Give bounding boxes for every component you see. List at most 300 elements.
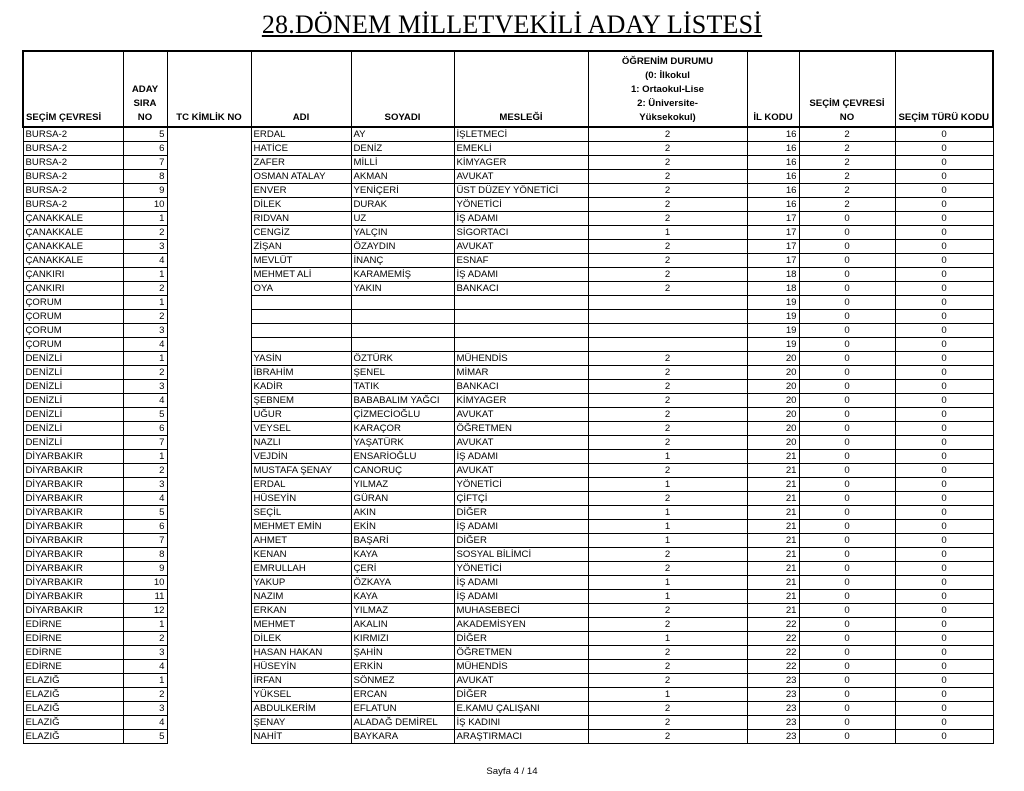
cell-secim-cevresi-no: 0 bbox=[799, 548, 895, 562]
cell-tc-kimlik-no bbox=[167, 632, 251, 646]
cell-meslegi: MİMAR bbox=[454, 366, 588, 380]
table-row bbox=[23, 408, 993, 422]
cell-secim-turu-kodu: 0 bbox=[895, 408, 993, 422]
cell-secim-cevresi: DİYARBAKIR bbox=[23, 450, 123, 464]
cell-secim-cevresi: BURSA-2 bbox=[23, 127, 123, 142]
cell-meslegi: YÖNETİCİ bbox=[454, 198, 588, 212]
cell-sira-no: 5 bbox=[123, 730, 167, 744]
cell-adi: VEYSEL bbox=[251, 422, 351, 436]
table-body bbox=[23, 127, 993, 744]
table-row bbox=[23, 534, 993, 548]
cell-meslegi: AVUKAT bbox=[454, 436, 588, 450]
cell-soyadi: YAKIN bbox=[351, 282, 454, 296]
cell-ogrenim: 2 bbox=[588, 352, 747, 366]
cell-tc-kimlik-no bbox=[167, 127, 251, 142]
cell-meslegi: BANKACI bbox=[454, 282, 588, 296]
cell-ogrenim: 1 bbox=[588, 688, 747, 702]
cell-secim-cevresi-no: 0 bbox=[799, 716, 895, 730]
cell-secim-cevresi-no: 2 bbox=[799, 156, 895, 170]
table-row bbox=[23, 688, 993, 702]
cell-secim-turu-kodu: 0 bbox=[895, 170, 993, 184]
cell-secim-cevresi-no: 0 bbox=[799, 674, 895, 688]
cell-secim-cevresi: DENİZLİ bbox=[23, 352, 123, 366]
cell-soyadi: DURAK bbox=[351, 198, 454, 212]
cell-meslegi: YÖNETİCİ bbox=[454, 478, 588, 492]
cell-secim-turu-kodu: 0 bbox=[895, 226, 993, 240]
cell-ogrenim: 2 bbox=[588, 254, 747, 268]
cell-ogrenim: 2 bbox=[588, 422, 747, 436]
cell-soyadi: DENİZ bbox=[351, 142, 454, 156]
cell-il-kodu: 21 bbox=[747, 548, 799, 562]
table-row bbox=[23, 198, 993, 212]
cell-meslegi bbox=[454, 324, 588, 338]
cell-meslegi: İŞ KADINI bbox=[454, 716, 588, 730]
cell-soyadi: SÖNMEZ bbox=[351, 674, 454, 688]
cell-secim-turu-kodu: 0 bbox=[895, 492, 993, 506]
cell-secim-cevresi: ÇORUM bbox=[23, 296, 123, 310]
cell-tc-kimlik-no bbox=[167, 156, 251, 170]
cell-adi: AHMET bbox=[251, 534, 351, 548]
cell-meslegi: E.KAMU ÇALIŞANI bbox=[454, 702, 588, 716]
cell-adi: OYA bbox=[251, 282, 351, 296]
cell-sira-no: 6 bbox=[123, 422, 167, 436]
cell-secim-turu-kodu: 0 bbox=[895, 338, 993, 352]
cell-il-kodu: 20 bbox=[747, 394, 799, 408]
cell-il-kodu: 20 bbox=[747, 422, 799, 436]
table-row bbox=[23, 660, 993, 674]
cell-adi: SEÇİL bbox=[251, 506, 351, 520]
cell-adi: MUSTAFA ŞENAY bbox=[251, 464, 351, 478]
cell-ogrenim: 2 bbox=[588, 212, 747, 226]
cell-ogrenim: 2 bbox=[588, 618, 747, 632]
cell-secim-cevresi: BURSA-2 bbox=[23, 184, 123, 198]
cell-tc-kimlik-no bbox=[167, 660, 251, 674]
cell-soyadi: ÖZAYDIN bbox=[351, 240, 454, 254]
header-adi: ADI bbox=[251, 51, 351, 127]
cell-il-kodu: 16 bbox=[747, 198, 799, 212]
cell-meslegi: KİMYAGER bbox=[454, 156, 588, 170]
cell-adi: RIDVAN bbox=[251, 212, 351, 226]
cell-secim-turu-kodu: 0 bbox=[895, 520, 993, 534]
cell-ogrenim: 2 bbox=[588, 366, 747, 380]
cell-soyadi: EKİN bbox=[351, 520, 454, 534]
cell-tc-kimlik-no bbox=[167, 534, 251, 548]
cell-sira-no: 7 bbox=[123, 156, 167, 170]
cell-il-kodu: 17 bbox=[747, 212, 799, 226]
cell-meslegi: EMEKLİ bbox=[454, 142, 588, 156]
cell-ogrenim: 2 bbox=[588, 436, 747, 450]
cell-ogrenim: 1 bbox=[588, 576, 747, 590]
cell-il-kodu: 21 bbox=[747, 450, 799, 464]
cell-secim-cevresi: DENİZLİ bbox=[23, 380, 123, 394]
cell-ogrenim: 1 bbox=[588, 478, 747, 492]
cell-soyadi bbox=[351, 310, 454, 324]
cell-secim-cevresi: DENİZLİ bbox=[23, 436, 123, 450]
cell-sira-no: 1 bbox=[123, 296, 167, 310]
cell-meslegi: MÜHENDİS bbox=[454, 352, 588, 366]
cell-secim-cevresi: BURSA-2 bbox=[23, 156, 123, 170]
table-row bbox=[23, 478, 993, 492]
cell-secim-turu-kodu: 0 bbox=[895, 548, 993, 562]
cell-secim-turu-kodu: 0 bbox=[895, 156, 993, 170]
header-soyadi: SOYADI bbox=[351, 51, 454, 127]
page-footer: Sayfa 4 / 14 bbox=[486, 766, 538, 777]
cell-secim-cevresi: ÇANAKKALE bbox=[23, 212, 123, 226]
cell-il-kodu: 21 bbox=[747, 576, 799, 590]
cell-sira-no: 9 bbox=[123, 184, 167, 198]
cell-tc-kimlik-no bbox=[167, 212, 251, 226]
cell-il-kodu: 20 bbox=[747, 436, 799, 450]
cell-il-kodu: 23 bbox=[747, 702, 799, 716]
cell-tc-kimlik-no bbox=[167, 688, 251, 702]
cell-sira-no: 3 bbox=[123, 478, 167, 492]
page-title: 28.DÖNEM MİLLETVEKİLİ ADAY LİSTESİ bbox=[261, 10, 763, 39]
cell-tc-kimlik-no bbox=[167, 268, 251, 282]
header-ogrenim-line-4: 2: Üniversite- bbox=[637, 98, 698, 109]
cell-il-kodu: 16 bbox=[747, 170, 799, 184]
table-row bbox=[23, 646, 993, 660]
cell-ogrenim: 2 bbox=[588, 660, 747, 674]
table-row bbox=[23, 450, 993, 464]
candidate-table bbox=[22, 50, 994, 744]
cell-il-kodu: 22 bbox=[747, 632, 799, 646]
cell-soyadi: YILMAZ bbox=[351, 604, 454, 618]
cell-secim-cevresi: DİYARBAKIR bbox=[23, 534, 123, 548]
cell-secim-turu-kodu: 0 bbox=[895, 450, 993, 464]
cell-tc-kimlik-no bbox=[167, 310, 251, 324]
cell-secim-cevresi-no: 0 bbox=[799, 520, 895, 534]
cell-tc-kimlik-no bbox=[167, 170, 251, 184]
table-row bbox=[23, 464, 993, 478]
cell-ogrenim: 2 bbox=[588, 142, 747, 156]
cell-ogrenim: 1 bbox=[588, 590, 747, 604]
cell-adi: ABDULKERİM bbox=[251, 702, 351, 716]
cell-ogrenim: 1 bbox=[588, 534, 747, 548]
cell-secim-cevresi: DİYARBAKIR bbox=[23, 492, 123, 506]
cell-meslegi: AVUKAT bbox=[454, 240, 588, 254]
cell-ogrenim bbox=[588, 296, 747, 310]
table-row bbox=[23, 618, 993, 632]
cell-meslegi: SOSYAL BİLİMCİ bbox=[454, 548, 588, 562]
cell-adi: NAHİT bbox=[251, 730, 351, 744]
cell-soyadi: TATIK bbox=[351, 380, 454, 394]
cell-secim-turu-kodu: 0 bbox=[895, 212, 993, 226]
cell-il-kodu: 16 bbox=[747, 142, 799, 156]
cell-sira-no: 3 bbox=[123, 646, 167, 660]
cell-secim-cevresi-no: 2 bbox=[799, 142, 895, 156]
cell-soyadi: KAYA bbox=[351, 548, 454, 562]
cell-adi: ENVER bbox=[251, 184, 351, 198]
cell-meslegi: İŞ ADAMI bbox=[454, 212, 588, 226]
cell-secim-turu-kodu: 0 bbox=[895, 590, 993, 604]
cell-adi: DİLEK bbox=[251, 632, 351, 646]
cell-secim-turu-kodu: 0 bbox=[895, 296, 993, 310]
cell-adi bbox=[251, 324, 351, 338]
header-ogrenim-durumu bbox=[588, 51, 747, 127]
cell-il-kodu: 19 bbox=[747, 338, 799, 352]
cell-il-kodu: 18 bbox=[747, 282, 799, 296]
cell-ogrenim: 2 bbox=[588, 240, 747, 254]
cell-sira-no: 2 bbox=[123, 282, 167, 296]
cell-sira-no: 5 bbox=[123, 127, 167, 142]
cell-ogrenim: 2 bbox=[588, 170, 747, 184]
header-aday-line: ADAY bbox=[131, 84, 159, 95]
table-row bbox=[23, 716, 993, 730]
header-row bbox=[23, 51, 993, 127]
cell-il-kodu: 17 bbox=[747, 240, 799, 254]
cell-secim-turu-kodu: 0 bbox=[895, 646, 993, 660]
cell-sira-no: 1 bbox=[123, 674, 167, 688]
cell-ogrenim: 2 bbox=[588, 408, 747, 422]
cell-meslegi: MUHASEBECİ bbox=[454, 604, 588, 618]
cell-meslegi: ÜST DÜZEY YÖNETİCİ bbox=[454, 184, 588, 198]
cell-secim-cevresi-no: 0 bbox=[799, 464, 895, 478]
cell-secim-cevresi-no: 2 bbox=[799, 198, 895, 212]
cell-ogrenim: 2 bbox=[588, 548, 747, 562]
cell-secim-cevresi: ÇANAKKALE bbox=[23, 240, 123, 254]
cell-soyadi: GÜRAN bbox=[351, 492, 454, 506]
cell-soyadi: CANORUÇ bbox=[351, 464, 454, 478]
cell-secim-cevresi: DENİZLİ bbox=[23, 394, 123, 408]
cell-secim-cevresi-no: 0 bbox=[799, 394, 895, 408]
cell-ogrenim bbox=[588, 310, 747, 324]
cell-secim-turu-kodu: 0 bbox=[895, 422, 993, 436]
cell-ogrenim: 2 bbox=[588, 716, 747, 730]
cell-secim-cevresi: DİYARBAKIR bbox=[23, 506, 123, 520]
cell-soyadi: MİLLİ bbox=[351, 156, 454, 170]
cell-tc-kimlik-no bbox=[167, 702, 251, 716]
cell-tc-kimlik-no bbox=[167, 408, 251, 422]
table-row bbox=[23, 240, 993, 254]
cell-soyadi: KAYA bbox=[351, 590, 454, 604]
table-row bbox=[23, 702, 993, 716]
cell-meslegi bbox=[454, 338, 588, 352]
cell-meslegi: DİĞER bbox=[454, 506, 588, 520]
cell-ogrenim: 1 bbox=[588, 450, 747, 464]
cell-adi bbox=[251, 296, 351, 310]
cell-secim-cevresi-no: 0 bbox=[799, 324, 895, 338]
cell-meslegi: DİĞER bbox=[454, 688, 588, 702]
cell-secim-cevresi-no: 2 bbox=[799, 184, 895, 198]
cell-soyadi bbox=[351, 338, 454, 352]
cell-secim-cevresi: ELAZIĞ bbox=[23, 688, 123, 702]
cell-tc-kimlik-no bbox=[167, 492, 251, 506]
cell-tc-kimlik-no bbox=[167, 478, 251, 492]
cell-ogrenim: 2 bbox=[588, 198, 747, 212]
cell-tc-kimlik-no bbox=[167, 226, 251, 240]
cell-secim-cevresi: BURSA-2 bbox=[23, 198, 123, 212]
cell-tc-kimlik-no bbox=[167, 324, 251, 338]
cell-secim-turu-kodu: 0 bbox=[895, 702, 993, 716]
cell-adi: MEVLÜT bbox=[251, 254, 351, 268]
cell-adi: CENGİZ bbox=[251, 226, 351, 240]
cell-secim-cevresi-no: 0 bbox=[799, 380, 895, 394]
cell-secim-cevresi-no: 0 bbox=[799, 240, 895, 254]
cell-il-kodu: 21 bbox=[747, 604, 799, 618]
cell-secim-cevresi-no: 0 bbox=[799, 632, 895, 646]
cell-tc-kimlik-no bbox=[167, 352, 251, 366]
cell-il-kodu: 16 bbox=[747, 156, 799, 170]
cell-tc-kimlik-no bbox=[167, 548, 251, 562]
cell-il-kodu: 20 bbox=[747, 366, 799, 380]
cell-soyadi: ŞAHİN bbox=[351, 646, 454, 660]
cell-secim-cevresi-no: 0 bbox=[799, 352, 895, 366]
cell-il-kodu: 18 bbox=[747, 268, 799, 282]
cell-ogrenim: 2 bbox=[588, 492, 747, 506]
cell-meslegi: İŞ ADAMI bbox=[454, 576, 588, 590]
cell-adi: EMRULLAH bbox=[251, 562, 351, 576]
cell-secim-cevresi: DİYARBAKIR bbox=[23, 520, 123, 534]
cell-soyadi: YILMAZ bbox=[351, 478, 454, 492]
cell-soyadi: KARAMEMİŞ bbox=[351, 268, 454, 282]
cell-meslegi: ÖĞRETMEN bbox=[454, 422, 588, 436]
cell-secim-cevresi-no: 0 bbox=[799, 618, 895, 632]
cell-sira-no: 5 bbox=[123, 408, 167, 422]
cell-soyadi: İNANÇ bbox=[351, 254, 454, 268]
cell-soyadi bbox=[351, 324, 454, 338]
table-row bbox=[23, 492, 993, 506]
cell-adi: VEJDİN bbox=[251, 450, 351, 464]
cell-secim-cevresi-no: 0 bbox=[799, 366, 895, 380]
cell-secim-cevresi-no: 0 bbox=[799, 268, 895, 282]
cell-sira-no: 3 bbox=[123, 240, 167, 254]
cell-secim-turu-kodu: 0 bbox=[895, 324, 993, 338]
cell-secim-cevresi-no: 0 bbox=[799, 436, 895, 450]
cell-secim-cevresi-no: 0 bbox=[799, 702, 895, 716]
cell-meslegi: KİMYAGER bbox=[454, 394, 588, 408]
cell-secim-cevresi-no: 0 bbox=[799, 226, 895, 240]
table-row bbox=[23, 590, 993, 604]
cell-soyadi: ŞENEL bbox=[351, 366, 454, 380]
cell-tc-kimlik-no bbox=[167, 646, 251, 660]
cell-adi: ZAFER bbox=[251, 156, 351, 170]
cell-il-kodu: 19 bbox=[747, 324, 799, 338]
cell-tc-kimlik-no bbox=[167, 436, 251, 450]
cell-ogrenim: 1 bbox=[588, 226, 747, 240]
cell-adi: MEHMET bbox=[251, 618, 351, 632]
header-ogrenim-line-2: (0: İlkokul bbox=[645, 70, 690, 81]
cell-soyadi: ALADAĞ DEMİREL bbox=[351, 716, 454, 730]
cell-secim-cevresi: DİYARBAKIR bbox=[23, 548, 123, 562]
table-row bbox=[23, 352, 993, 366]
cell-tc-kimlik-no bbox=[167, 282, 251, 296]
cell-tc-kimlik-no bbox=[167, 520, 251, 534]
cell-il-kodu: 20 bbox=[747, 408, 799, 422]
cell-secim-turu-kodu: 0 bbox=[895, 688, 993, 702]
cell-meslegi: MÜHENDİS bbox=[454, 660, 588, 674]
cell-adi: HASAN HAKAN bbox=[251, 646, 351, 660]
cell-meslegi: İŞ ADAMI bbox=[454, 450, 588, 464]
cell-ogrenim: 2 bbox=[588, 730, 747, 744]
cell-secim-cevresi: DİYARBAKIR bbox=[23, 562, 123, 576]
cell-meslegi: SİGORTACI bbox=[454, 226, 588, 240]
cell-meslegi: AKADEMİSYEN bbox=[454, 618, 588, 632]
cell-secim-cevresi-no: 0 bbox=[799, 660, 895, 674]
cell-soyadi: BAYKARA bbox=[351, 730, 454, 744]
cell-sira-no: 8 bbox=[123, 170, 167, 184]
cell-secim-cevresi-no: 0 bbox=[799, 646, 895, 660]
cell-secim-cevresi-no: 0 bbox=[799, 688, 895, 702]
table-row bbox=[23, 380, 993, 394]
cell-tc-kimlik-no bbox=[167, 380, 251, 394]
cell-sira-no: 2 bbox=[123, 464, 167, 478]
cell-sira-no: 4 bbox=[123, 660, 167, 674]
cell-sira-no: 12 bbox=[123, 604, 167, 618]
cell-secim-cevresi: ÇORUM bbox=[23, 310, 123, 324]
cell-adi: KADİR bbox=[251, 380, 351, 394]
cell-soyadi: ÖZTÜRK bbox=[351, 352, 454, 366]
cell-meslegi: DİĞER bbox=[454, 534, 588, 548]
cell-soyadi: ÇERİ bbox=[351, 562, 454, 576]
cell-secim-cevresi: EDİRNE bbox=[23, 632, 123, 646]
cell-secim-turu-kodu: 0 bbox=[895, 127, 993, 142]
cell-ogrenim bbox=[588, 324, 747, 338]
cell-soyadi: AKMAN bbox=[351, 170, 454, 184]
cell-sira-no: 10 bbox=[123, 576, 167, 590]
cell-secim-turu-kodu: 0 bbox=[895, 352, 993, 366]
cell-tc-kimlik-no bbox=[167, 142, 251, 156]
cell-il-kodu: 23 bbox=[747, 688, 799, 702]
cell-ogrenim bbox=[588, 338, 747, 352]
cell-meslegi: DİĞER bbox=[454, 632, 588, 646]
cell-meslegi: İŞ ADAMI bbox=[454, 268, 588, 282]
cell-secim-cevresi-no: 0 bbox=[799, 562, 895, 576]
cell-ogrenim: 2 bbox=[588, 562, 747, 576]
cell-soyadi: ENSARİOĞLU bbox=[351, 450, 454, 464]
cell-sira-no: 7 bbox=[123, 534, 167, 548]
cell-soyadi: UZ bbox=[351, 212, 454, 226]
cell-adi: YASİN bbox=[251, 352, 351, 366]
cell-tc-kimlik-no bbox=[167, 254, 251, 268]
cell-adi: MEHMET ALİ bbox=[251, 268, 351, 282]
table-row bbox=[23, 254, 993, 268]
cell-secim-turu-kodu: 0 bbox=[895, 632, 993, 646]
header-secim-turu-kodu: SEÇİM TÜRÜ KODU bbox=[895, 51, 993, 127]
cell-sira-no: 8 bbox=[123, 548, 167, 562]
cell-secim-cevresi: BURSA-2 bbox=[23, 170, 123, 184]
cell-secim-cevresi-no: 0 bbox=[799, 422, 895, 436]
cell-tc-kimlik-no bbox=[167, 366, 251, 380]
cell-secim-cevresi-no: 0 bbox=[799, 450, 895, 464]
cell-secim-turu-kodu: 0 bbox=[895, 310, 993, 324]
cell-secim-cevresi: EDİRNE bbox=[23, 618, 123, 632]
cell-tc-kimlik-no bbox=[167, 562, 251, 576]
cell-secim-turu-kodu: 0 bbox=[895, 716, 993, 730]
cell-soyadi bbox=[351, 296, 454, 310]
cell-meslegi: İŞ ADAMI bbox=[454, 590, 588, 604]
cell-meslegi: AVUKAT bbox=[454, 464, 588, 478]
cell-sira-no: 4 bbox=[123, 394, 167, 408]
cell-secim-cevresi: ÇANAKKALE bbox=[23, 254, 123, 268]
cell-sira-no: 2 bbox=[123, 226, 167, 240]
cell-secim-turu-kodu: 0 bbox=[895, 282, 993, 296]
cell-adi: UĞUR bbox=[251, 408, 351, 422]
cell-adi: YAKUP bbox=[251, 576, 351, 590]
cell-sira-no: 3 bbox=[123, 324, 167, 338]
cell-secim-cevresi-no: 0 bbox=[799, 254, 895, 268]
cell-sira-no: 11 bbox=[123, 590, 167, 604]
cell-tc-kimlik-no bbox=[167, 296, 251, 310]
table-row bbox=[23, 520, 993, 534]
cell-sira-no: 4 bbox=[123, 338, 167, 352]
table-row bbox=[23, 324, 993, 338]
cell-ogrenim: 2 bbox=[588, 156, 747, 170]
cell-sira-no: 10 bbox=[123, 198, 167, 212]
cell-sira-no: 9 bbox=[123, 562, 167, 576]
cell-adi: ŞENAY bbox=[251, 716, 351, 730]
cell-secim-cevresi-no: 0 bbox=[799, 730, 895, 744]
cell-sira-no: 7 bbox=[123, 436, 167, 450]
